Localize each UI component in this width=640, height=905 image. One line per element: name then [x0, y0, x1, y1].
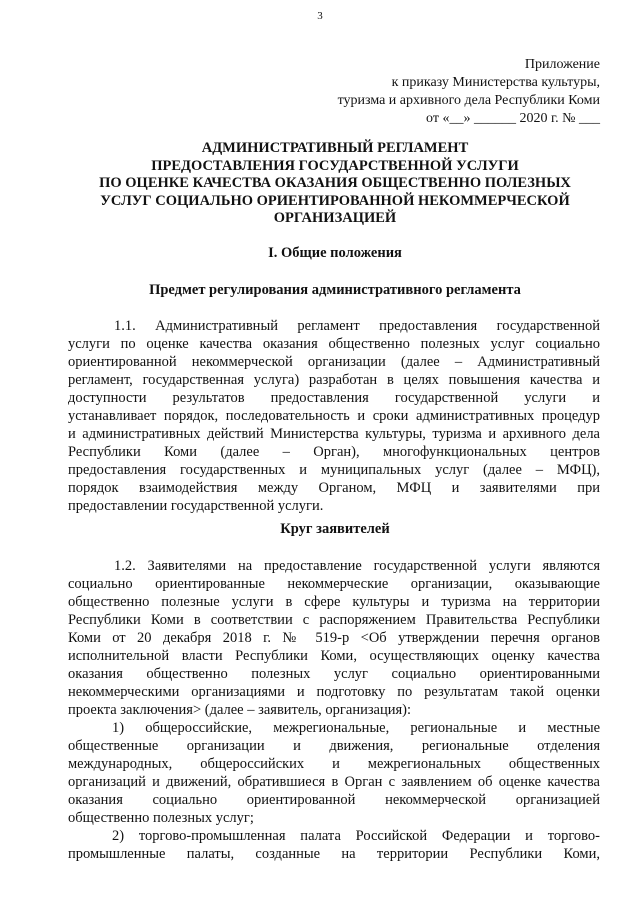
- text-line: и административных действий Министерства культуры, туризма и архивного дела: [68, 426, 600, 442]
- subheading-subject-of-regulation: Предмет регулирования административного регламента: [149, 282, 521, 298]
- title-line: ОРГАНИЗАЦИЕЙ: [273, 210, 397, 226]
- paragraph-1-2: [68, 557, 600, 863]
- text-line: ориентированной некоммерческой организации (далее – Административный: [68, 354, 600, 370]
- text-line: оказания общественно полезных услуг социально ориентированными: [68, 666, 600, 682]
- text-line: оказания социально ориентированной некоммерческой организацией: [68, 792, 600, 808]
- text-line: проекта заключения> (далее – заявитель, организация):: [68, 702, 412, 718]
- text-line: международных, общероссийских и межрегиональных общественных: [68, 756, 600, 772]
- text-line: общественные организации и движения, региональные отделения: [68, 738, 600, 754]
- document-title: [60, 140, 610, 228]
- page-number: 3: [317, 10, 323, 22]
- text-line: организаций и движений, обратившиеся в Орган с заявлением об оценке качества: [68, 774, 600, 790]
- text-line: некоммерческими организациями и подготовку по результатам такой оценки: [68, 684, 600, 700]
- text-line: общественно полезных услуг;: [68, 810, 254, 826]
- text-line: услуги по оценке качества оказания общественно полезных услуг социально: [68, 336, 600, 352]
- appendix-line: к приказу Министерства культуры,: [391, 75, 600, 90]
- text-line: исполнительной власти Республики Коми, осуществляющих оценку качества: [68, 648, 600, 664]
- appendix-line: туризма и архивного дела Республики Коми: [337, 93, 600, 108]
- text-line: 1.2. Заявителями на предоставление государственной услуги являются: [114, 558, 600, 574]
- text-line: промышленные палаты, созданные на территории Республики Коми,: [68, 846, 600, 862]
- text-line: порядок взаимодействия между Органом, МФЦ и заявителями при: [68, 480, 600, 496]
- text-line: социально ориентированные некоммерческие организации, оказывающие: [68, 576, 600, 592]
- text-line: 1.1. Административный регламент предоставления государственной: [114, 318, 600, 334]
- appendix-note: [338, 56, 600, 128]
- text-line: предоставлении государственной услуги.: [68, 498, 324, 514]
- title-line: АДМИНИСТРАТИВНЫЙ РЕГЛАМЕНТ: [201, 140, 469, 156]
- text-line: устанавливает порядок, последовательность и сроки административных процедур: [68, 408, 600, 424]
- text-line: Республики Коми в соответствии с распоряжением Правительства Республики: [68, 612, 600, 628]
- text-line: Республики Коми (далее – Орган), многофункциональных центров: [68, 444, 600, 460]
- text-line: 1) общероссийские, межрегиональные, региональные и местные: [112, 720, 600, 736]
- text-line: 2) торгово-промышленная палата Российской Федерации и торгово-: [112, 828, 600, 844]
- appendix-line: от «__» ______ 2020 г. № ___: [426, 111, 600, 126]
- section-heading-general: I. Общие положения: [268, 245, 402, 261]
- text-line: Коми от 20 декабря 2018 г. № 519-р <Об утверждении перечня органов: [68, 630, 600, 646]
- title-line: УСЛУГ СОЦИАЛЬНО ОРИЕНТИРОВАННОЙ НЕКОММЕРЧЕСКОЙ: [100, 192, 570, 209]
- text-line: доступности результатов предоставления государственной услуги и: [68, 390, 600, 406]
- text-line: общественно полезные услуги в сфере культуры и туризма на территории: [68, 594, 600, 610]
- text-line: предоставления государственных и муниципальных услуг (далее – МФЦ),: [68, 462, 600, 478]
- title-line: ПО ОЦЕНКЕ КАЧЕСТВА ОКАЗАНИЯ ОБЩЕСТВЕННО ПОЛЕЗНЫХ: [99, 175, 571, 191]
- appendix-line: Приложение: [524, 57, 600, 72]
- text-line: регламент, государственная услуга) разработан в целях повышения качества и: [68, 372, 600, 388]
- heading-applicants: Круг заявителей: [280, 521, 390, 537]
- title-line: ПРЕДОСТАВЛЕНИЯ ГОСУДАРСТВЕННОЙ УСЛУГИ: [151, 157, 519, 174]
- paragraph-1-1: [68, 317, 600, 515]
